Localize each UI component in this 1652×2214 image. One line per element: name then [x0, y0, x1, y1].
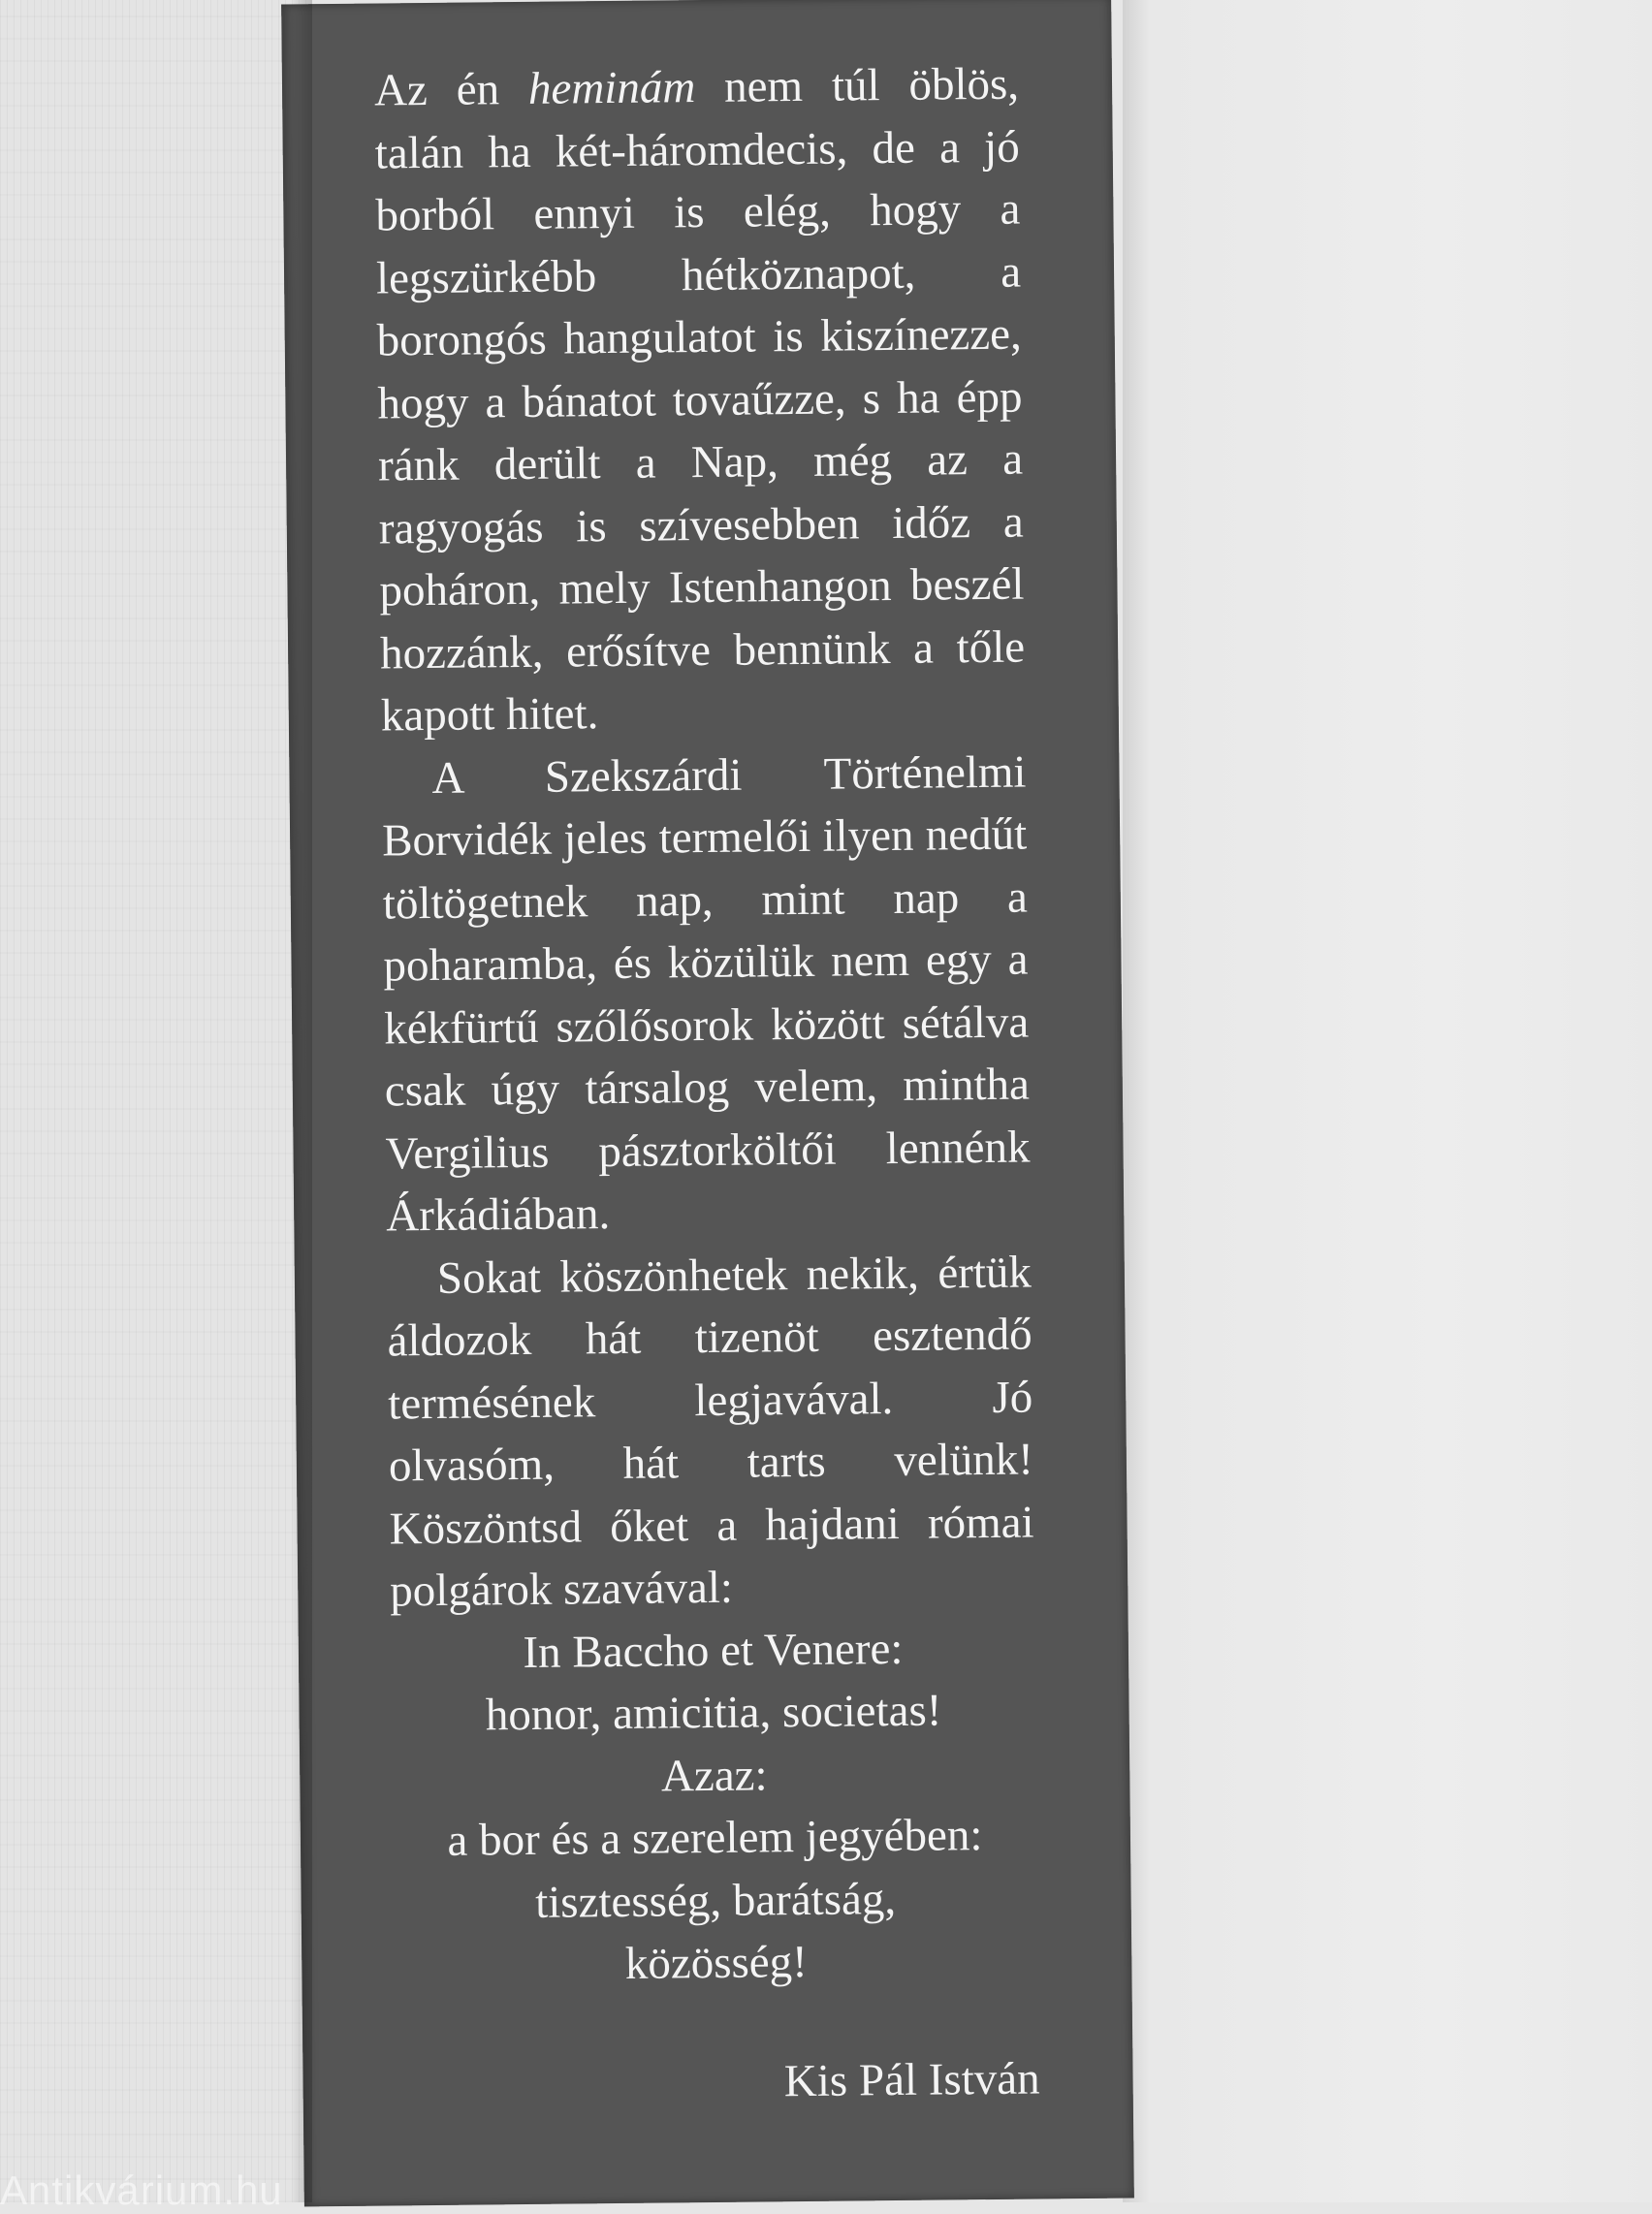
right-paper-sheet: [1123, 0, 1652, 2202]
italic-word: heminám: [527, 62, 696, 114]
author-signature: Kis Pál István: [783, 2052, 1040, 2106]
watermark-text: Antikvárium.hu: [0, 2167, 283, 2213]
paragraph-1-start: Az én: [373, 63, 529, 116]
verse-line: tisztesség, barátság,: [534, 1873, 897, 1928]
verse-line: In Baccho et Venere:: [523, 1623, 904, 1678]
verse-line: a bor és a szerelem jegyében:: [447, 1810, 983, 1866]
verse-line: honor, amicitia, societas!: [485, 1685, 942, 1741]
bookmark-strip: [281, 0, 1134, 2206]
bookmark-text: [374, 53, 1040, 2117]
paragraph-1: [374, 53, 1026, 747]
paragraph-3: Sokat köszönhetek nekik, értük áldozok hát tizenöt esztendő termésének legjavával. Jó olvasóm, hát tarts velünk! Köszöntsd őket a hajdani római polgárok szavával:: [387, 1247, 1034, 1617]
paragraph-2: A Szekszárdi Történelmi Borvidék jeles termelői ilyen nedűt töltögetnek nap, mint nap a poharamba, és közülük nem egy a kékfürtű szőlősorok között sétálva csak úgy társalog velem, mintha Vergilius pásztorköltői lennénk Árkádiában.: [381, 746, 1031, 1242]
verse-block: [391, 1616, 1039, 1998]
bookmark-edge-shadow: [291, 0, 312, 2202]
paragraph-1-rest: nem túl öblös, talán ha két-háromdecis, de a jó borból ennyi is elég, hogy a legszürkébb hétköznapot, a borongós hangulatot is kiszínezze, hogy a bánatot tovaűzze, s ha épp ránk derült a Nap, még az a ragyogás is szívesebben időz a poháron, mely Istenhangon beszél hozzánk, erősítve bennünk a tőle kapott hitet.: [374, 58, 1026, 742]
verse-line: közösség!: [624, 1936, 809, 1989]
verse-line: Azaz:: [660, 1749, 768, 1802]
left-wood-surface: [0, 0, 308, 2202]
